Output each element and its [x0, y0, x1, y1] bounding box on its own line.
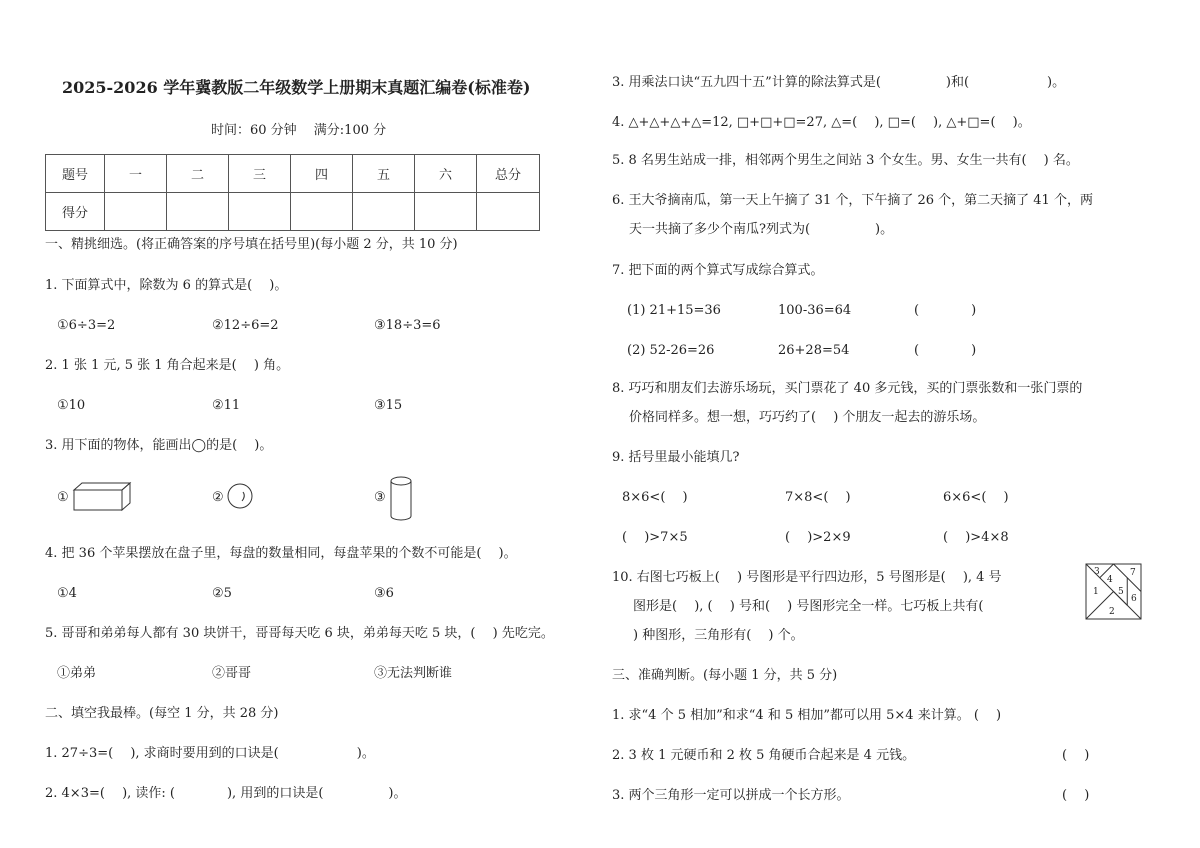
tangram-piece-label: 1 [1093, 587, 1099, 597]
equation: (1) 21+15=36 [627, 303, 721, 318]
fill-question-10-line3: ) 种图形，三角形有( ) 个。 [633, 628, 804, 643]
score-input-cell[interactable] [167, 193, 229, 231]
fill-question-10-line2: 图形是( ), ( ) 号和( ) 号图形完全一样。七巧板上共有( [633, 599, 984, 614]
question-2: 2. 1 张 1 元, 5 张 1 角合起来是( ) 角。 [45, 358, 290, 373]
inequality: 7×8<( ) [785, 490, 851, 505]
inequality: ( )>4×8 [943, 530, 1009, 545]
fill-question-3: 3. 用乘法口诀“五九四十五”计算的除法算式是( )和( )。 [612, 75, 1066, 90]
equation: 100-36=64 [778, 303, 852, 318]
option: ①6÷3=2 [57, 318, 116, 333]
option: ②5 [212, 586, 232, 601]
section-heading-3: 三、准确判断。(每小题 1 分，共 5 分) [612, 668, 838, 683]
answer-blank: ( ) [914, 303, 977, 318]
option: ③6 [374, 586, 394, 601]
table-cell: 六 [415, 155, 477, 193]
option: ①弟弟 [57, 666, 97, 681]
judge-question-2: 2. 3 枚 1 元硬币和 2 枚 5 角硬币合起来是 4 元钱。 [612, 748, 916, 763]
page-title: 2025-2026 学年冀教版二年级数学上册期末真题汇编卷(标准卷) [62, 78, 531, 97]
inequality: ( )>7×5 [622, 530, 688, 545]
equation: (2) 52-26=26 [627, 343, 715, 358]
table-cell: 得分 [46, 193, 105, 231]
exam-meta: 时间：60 分钟 满分:100 分 [211, 123, 387, 138]
fill-question-6-line2: 天一共摘了多少个南瓜?列式为( )。 [629, 222, 894, 237]
score-input-cell[interactable] [477, 193, 540, 231]
question-3: 3. 用下面的物体，能画出◯的是( )。 [45, 438, 273, 453]
question-5: 5. 哥哥和弟弟每人都有 30 块饼干，哥哥每天吃 6 块，弟弟每天吃 5 块，( ) 先吃完。 [45, 626, 554, 641]
question-1: 1. 下面算式中，除数为 6 的算式是( )。 [45, 278, 288, 293]
fill-question-4: 4. △+△+△+△=12, □+□+□=27, △=( ), □=( ), △+□=( )。 [612, 115, 1031, 130]
option: ③18÷3=6 [374, 318, 441, 333]
table-cell: 二 [167, 155, 229, 193]
fill-question-9: 9. 括号里最小能填几? [612, 450, 740, 465]
fill-question-8: 8. 巧巧和朋友们去游乐场玩，买门票花了 40 多元钱，买的门票张数和一张门票的 [612, 381, 1083, 396]
answer-blank: ( ) [1062, 748, 1090, 763]
option-label: ① [57, 490, 69, 505]
score-table-score-row [46, 193, 540, 231]
tangram-piece-label: 2 [1109, 607, 1115, 617]
table-cell: 三 [229, 155, 291, 193]
inequality: 6×6<( ) [943, 490, 1009, 505]
tangram-piece-label: 5 [1118, 587, 1124, 597]
judge-question-3: 3. 两个三角形一定可以拼成一个长方形。 [612, 788, 850, 803]
table-cell: 题号 [46, 155, 105, 193]
option: ②11 [212, 398, 241, 413]
score-table [45, 154, 540, 231]
section-heading-1: 一、精挑细选。(将正确答案的序号填在括号里)(每小题 2 分，共 10 分) [45, 237, 458, 252]
cuboid-icon [72, 480, 134, 512]
table-cell: 一 [105, 155, 167, 193]
option-label: ③ [374, 490, 386, 505]
option: ③15 [374, 398, 403, 413]
sphere-icon [226, 482, 256, 512]
cylinder-icon [389, 476, 415, 524]
fill-question-2: 2. 4×3=( ), 读作: ( ), 用到的口诀是( )。 [45, 786, 407, 801]
inequality: ( )>2×9 [785, 530, 851, 545]
fill-question-6: 6. 王大爷摘南瓜，第一天上午摘了 31 个，下午摘了 26 个，第二天摘了 41 个，两 [612, 193, 1093, 208]
score-input-cell[interactable] [229, 193, 291, 231]
judge-question-1: 1. 求“4 个 5 相加”和求“4 和 5 相加”都可以用 5×4 来计算。 ( ) [612, 708, 1002, 723]
equation: 26+28=54 [778, 343, 850, 358]
fill-question-1: 1. 27÷3=( ), 求商时要用到的口诀是( )。 [45, 746, 375, 761]
table-cell: 总分 [477, 155, 540, 193]
option: ①10 [57, 398, 86, 413]
score-input-cell[interactable] [415, 193, 477, 231]
fill-question-5: 5. 8 名男生站成一排，相邻两个男生之间站 3 个女生。男、女生一共有( ) 名。 [612, 153, 1079, 168]
fill-question-10: 10. 右图七巧板上( ) 号图形是平行四边形，5 号图形是( ), 4 号 [612, 570, 1002, 585]
option: ①4 [57, 586, 77, 601]
score-input-cell[interactable] [353, 193, 415, 231]
option: ②哥哥 [212, 666, 252, 681]
option-label: ② [212, 490, 224, 505]
table-cell: 五 [353, 155, 415, 193]
answer-blank: ( ) [1062, 788, 1090, 803]
tangram-figure [1085, 563, 1143, 621]
answer-blank: ( ) [914, 343, 977, 358]
tangram-piece-label: 7 [1130, 568, 1136, 578]
score-table-header-row [46, 155, 540, 193]
inequality: 8×6<( ) [622, 490, 688, 505]
score-input-cell[interactable] [105, 193, 167, 231]
question-4: 4. 把 36 个苹果摆放在盘子里，每盘的数量相同，每盘苹果的个数不可能是( )。 [45, 546, 517, 561]
score-input-cell[interactable] [291, 193, 353, 231]
tangram-piece-label: 4 [1107, 575, 1113, 585]
fill-question-8-line2: 价格同样多。想一想，巧巧约了( ) 个朋友一起去的游乐场。 [629, 410, 986, 425]
fill-question-7: 7. 把下面的两个算式写成综合算式。 [612, 263, 824, 278]
tangram-piece-label: 6 [1131, 594, 1137, 604]
table-cell: 四 [291, 155, 353, 193]
option: ②12÷6=2 [212, 318, 279, 333]
section-heading-2: 二、填空我最棒。(每空 1 分，共 28 分) [45, 706, 279, 721]
tangram-piece-label: 3 [1094, 567, 1100, 577]
option: ③无法判断谁 [374, 666, 453, 681]
